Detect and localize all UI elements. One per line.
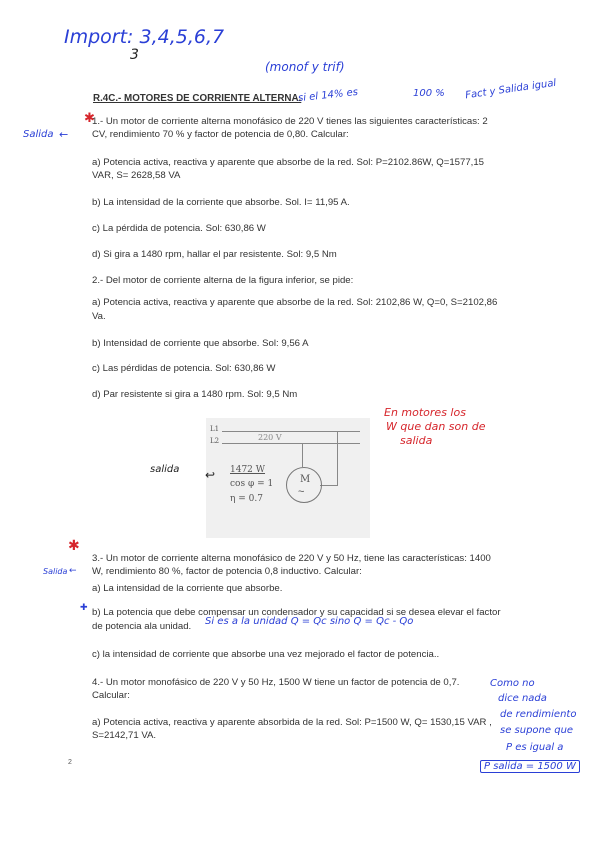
answer-1a-line-2: VAR, S= 2628,58 VA (92, 170, 181, 181)
question-3-line-2: W, rendimiento 80 %, factor de potencia 0,8 inductivo. Calcular: (92, 566, 362, 577)
answer-1d: d) Si gira a 1480 rpm, hallar el par resistente. Sol: 9,5 Nm (92, 249, 337, 260)
salida-note-1: Salida (23, 129, 54, 140)
question-3-line-1: 3.- Un motor de corriente alterna monofásico de 220 V y 50 Hz, tiene las características: 1400 (92, 553, 491, 564)
motor-letter: M (300, 474, 311, 485)
import-sub-note: 3 (130, 47, 139, 63)
question-1-line-1: 1.- Un motor de corriente alterna monofásico de 220 V tienes las siguientes características: 2 (92, 116, 488, 127)
question-4-line-1: 4.- Un motor monofásico de 220 V y 50 Hz, 1500 W tiene un factor de potencia de 0,7. (92, 677, 460, 688)
answer-2c: c) Las pérdidas de potencia. Sol: 630,86 W (92, 363, 276, 374)
answer-4a-line-2: S=2142,71 VA. (92, 730, 157, 741)
figure-l2-label: L2 (210, 437, 220, 445)
ac-wave-icon: ~ (298, 486, 305, 498)
answer-1c: c) La pérdida de potencia. Sol: 630,86 W (92, 223, 266, 234)
cien-note: 100 % (413, 88, 445, 99)
answer-3b-line-1: b) La potencia que debe compensar un condensador y su capacidad si se desea elevar el factor (92, 607, 501, 618)
answer-2d: d) Par resistente si gira a 1480 rpm. Sol: 9,5 Nm (92, 389, 298, 400)
figure-line-return (320, 485, 338, 486)
answer-3b-line-2: de potencia ala unidad. (92, 621, 192, 632)
arrow-left-icon: ← (59, 128, 69, 141)
question-2: 2.- Del motor de corriente alterna de la figura inferior, se pide: (92, 275, 354, 286)
arrow-left-3-icon: ← (69, 566, 77, 576)
side-note-6: P salida = 1500 W (480, 760, 580, 773)
question-4-line-2: Calcular: (92, 690, 130, 701)
answer-1b: b) La intensidad de la corriente que absorbe. Sol. I= 11,95 A. (92, 197, 350, 208)
figure-line-right (337, 431, 338, 485)
arrow-left-figure-icon: ↩ (205, 468, 216, 482)
figure-power: 1472 W (230, 465, 266, 475)
question-1-line-2: CV, rendimiento 70 % y factor de potencia de 0,80. Calcular: (92, 129, 349, 140)
salida-figure-note: salida (150, 464, 180, 475)
side-note-1: Como no (490, 678, 535, 689)
side-note-5: P es igual a (506, 742, 564, 753)
answer-3c: c) la intensidad de corriente que absorbe una vez mejorado el factor de potencia.. (92, 649, 440, 660)
question-3b-note: Si es a la unidad Q = Qc sino Q = Qc - Qo (205, 616, 414, 627)
side-note-4: se supone que (500, 725, 574, 736)
si-el-note: si el 14% es (297, 86, 359, 105)
figure-line-l2 (222, 443, 360, 444)
tipos-note: (monof y trif) (265, 60, 345, 74)
figure-line-l1 (222, 431, 360, 432)
figure-line-down (302, 443, 303, 467)
en-motores-note-2: W que dan son de (386, 420, 486, 433)
en-motores-note-1: En motores los (384, 406, 466, 419)
en-motores-note-3: salida (400, 434, 433, 447)
answer-3a: a) La intensidad de la corriente que absorbe. (92, 583, 283, 594)
answer-2b: b) Intensidad de corriente que absorbe. Sol: 9,56 A (92, 338, 309, 349)
answer-4a-line-1: a) Potencia activa, reactiva y aparente absorbida de la red. Sol: P=1500 W, Q= 1530,15 VAR , (92, 717, 492, 728)
fact-salida-note: Fact y Salida igual (464, 77, 557, 102)
star-mark-3: ✱ (68, 538, 80, 554)
page-number: 2 (68, 759, 72, 766)
figure-cos: cos φ = 1 (230, 479, 274, 489)
side-note-3: de rendimiento (500, 709, 577, 720)
salida-note-3: Salida (43, 567, 68, 576)
answer-1a-line-1: a) Potencia activa, reactiva y aparente que absorbe de la red. Sol: P=2102.86W, Q=1577,15 (92, 157, 484, 168)
star-mark-1: ✱ (84, 111, 95, 126)
figure-l1-label: L1 (210, 425, 220, 433)
arrow-mark-3b-icon: ✚ (80, 603, 88, 613)
answer-2a-line-2: Va. (92, 311, 106, 322)
figure-eta: η = 0.7 (230, 494, 263, 504)
side-note-2: dice nada (498, 693, 547, 704)
figure-voltage: 220 V (258, 433, 282, 442)
answer-2a-line-1: a) Potencia activa, reactiva y aparente que absorbe de la red. Sol: 2102,86 W, Q=0, S=2102,86 (92, 297, 498, 308)
page-title: R.4C.- MOTORES DE CORRIENTE ALTERNA. (93, 93, 302, 104)
import-note: Import: 3,4,5,6,7 (64, 26, 225, 48)
